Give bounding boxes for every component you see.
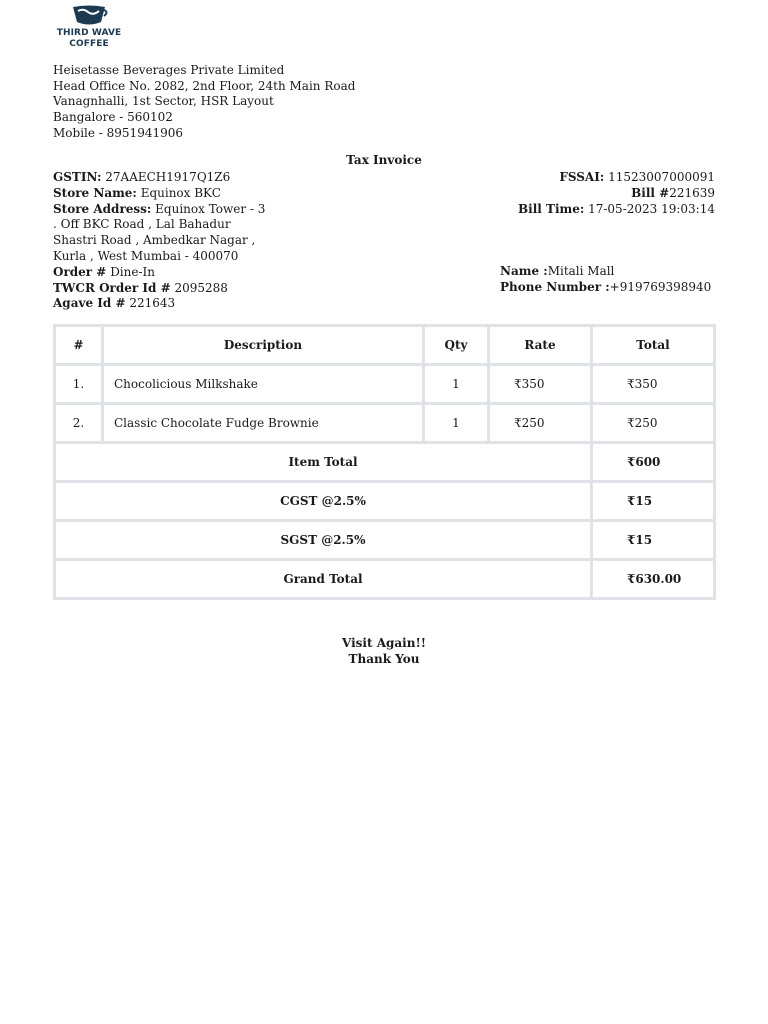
bill-no-row [518,186,715,202]
summary-value: ₹630.00 [593,561,713,597]
company-line: Bangalore - 560102 [53,110,173,125]
store-address-row [53,202,283,218]
summary-row-grand-total [56,561,713,597]
brand-line2: COFFEE [69,39,109,49]
table-row [56,405,713,441]
brand-logo [53,4,125,50]
twcr-row [53,281,283,297]
fssai-row [518,170,715,186]
gstin-label: GSTIN: [53,170,102,184]
summary-label: Item Total [56,444,590,480]
bill-time-value: 17-05-2023 19:03:14 [588,201,715,216]
customer-name-label: Name : [500,264,548,278]
footer-line: Visit Again!! [342,636,426,650]
store-address-line: Shastri Road , Ambedkar Nagar , [53,233,256,248]
gstin-row [53,170,283,186]
item-total: ₹350 [593,366,713,402]
bill-info [518,170,715,217]
twcr-value: 2095288 [174,280,228,295]
store-name-label: Store Name: [53,185,137,200]
footer-message [0,635,768,667]
bill-no-label: Bill # [631,185,670,200]
bill-time-row [518,202,715,218]
company-address [53,63,355,142]
agave-row [53,296,283,312]
customer-phone-row [500,280,711,296]
agave-label: Agave Id # [53,296,126,311]
store-address-label: Store Address: [53,201,152,216]
customer-info [500,264,711,296]
item-rate: ₹250 [490,405,590,441]
customer-phone-value: +919769398940 [609,279,712,294]
agave-value: 221643 [129,296,176,311]
store-address-line: Kurla , West Mumbai - 400070 [53,248,239,263]
store-address-line: Equinox Tower - 3 [155,201,266,216]
item-description: Chocolicious Milkshake [104,366,422,402]
customer-name-value: Mitali Mall [547,264,615,278]
twcr-label: TWCR Order Id # [53,280,171,295]
summary-value: ₹15 [593,522,713,558]
bill-time-label: Bill Time: [518,201,585,216]
items-table [53,324,716,600]
gstin-value: 27AAECH1917Q1Z6 [105,170,231,184]
summary-row-cgst [56,483,713,519]
company-line: Mobile - 8951941906 [53,125,184,140]
bill-no-value: 221639 [669,185,715,200]
order-row [53,265,283,281]
coffee-cup-icon [69,4,109,28]
store-name-row [53,186,283,202]
header-qty: Qty [425,327,487,363]
item-rate: ₹350 [490,366,590,402]
company-line: Head Office No. 2082, 2nd Floor, 24th Main Road [53,78,356,93]
header-description: Description [104,327,422,363]
store-info [53,170,283,312]
footer-line: Thank You [348,652,420,666]
summary-label: SGST @2.5% [56,522,590,558]
brand-line1: THIRD WAVE [56,28,122,38]
summary-value: ₹600 [593,444,713,480]
item-total: ₹250 [593,405,713,441]
fssai-value: 11523007000091 [608,170,715,184]
summary-value: ₹15 [593,483,713,519]
customer-name-row [500,264,711,280]
invoice-title: Tax Invoice [346,153,422,167]
summary-label: Grand Total [56,561,590,597]
store-name-value: Equinox BKC [140,185,221,200]
item-qty: 1 [425,405,487,441]
fssai-label: FSSAI: [559,170,605,184]
summary-row-sgst [56,522,713,558]
table-header-row [56,327,713,363]
table-row [56,366,713,402]
header-rate: Rate [490,327,590,363]
order-value: Dine-In [110,264,155,279]
item-num: 1. [56,366,101,402]
header-total: Total [593,327,713,363]
store-address-line: . Off BKC Road , Lal Bahadur [53,217,231,232]
header-num: # [56,327,101,363]
company-line: Heisetasse Beverages Private Limited [53,63,285,77]
order-label: Order # [53,264,107,279]
item-num: 2. [56,405,101,441]
summary-label: CGST @2.5% [56,483,590,519]
item-qty: 1 [425,366,487,402]
customer-phone-label: Phone Number : [500,279,610,294]
company-line: Vanagnhalli, 1st Sector, HSR Layout [53,94,274,109]
summary-row-item-total [56,444,713,480]
item-description: Classic Chocolate Fudge Brownie [104,405,422,441]
